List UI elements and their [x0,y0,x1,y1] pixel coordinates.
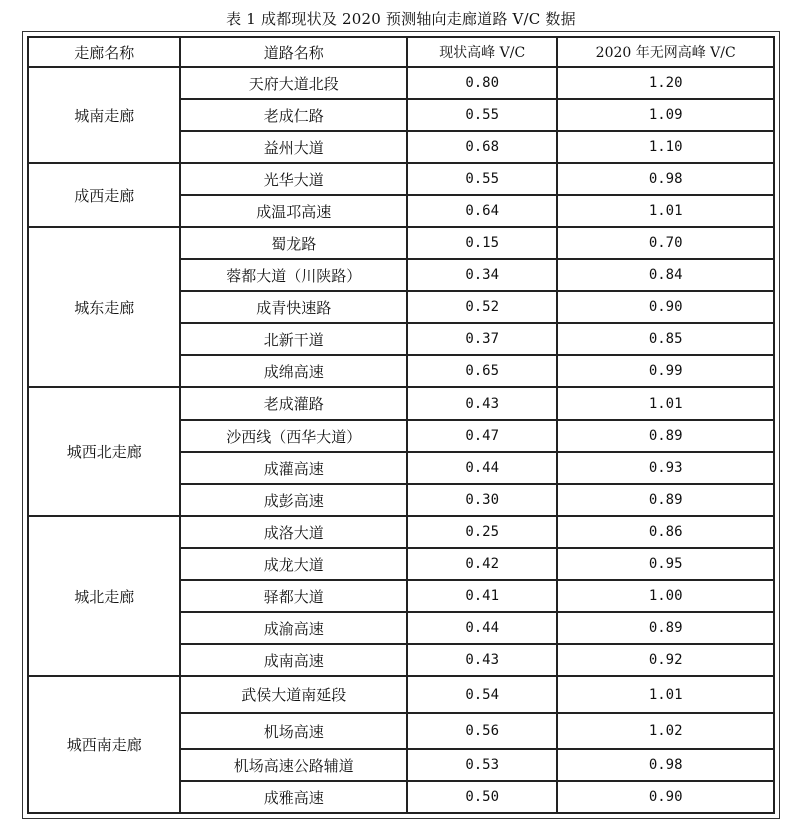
current-vc-cell: 0.54 [407,676,557,713]
current-vc-cell: 0.68 [407,131,557,163]
forecast-vc-cell: 0.89 [557,420,774,452]
current-vc-cell: 0.30 [407,484,557,516]
road-name-cell: 成温邛高速 [180,195,407,227]
vc-table [27,36,775,814]
forecast-vc-cell: 0.93 [557,452,774,484]
current-vc-cell: 0.43 [407,644,557,676]
forecast-vc-cell: 1.00 [557,580,774,612]
forecast-vc-cell: 1.20 [557,67,774,99]
road-name-cell: 成绵高速 [180,355,407,387]
forecast-vc-cell: 0.70 [557,227,774,259]
table-frame [22,31,780,819]
current-vc-cell: 0.44 [407,612,557,644]
forecast-vc-cell: 0.92 [557,644,774,676]
header-corridor: 走廊名称 [28,37,180,67]
current-vc-cell: 0.80 [407,67,557,99]
table-row [28,516,774,548]
road-name-cell: 武侯大道南延段 [180,676,407,713]
table-row [28,67,774,99]
forecast-vc-cell: 0.89 [557,484,774,516]
road-name-cell: 沙西线（西华大道） [180,420,407,452]
table-row [28,676,774,713]
forecast-vc-cell: 0.98 [557,749,774,781]
table-row [28,227,774,259]
current-vc-cell: 0.53 [407,749,557,781]
header-row [28,37,774,67]
road-name-cell: 蓉都大道（川陕路） [180,259,407,291]
forecast-vc-cell: 0.84 [557,259,774,291]
road-name-cell: 成龙大道 [180,548,407,580]
forecast-vc-cell: 1.02 [557,713,774,749]
forecast-vc-cell: 0.86 [557,516,774,548]
road-name-cell: 成灌高速 [180,452,407,484]
corridor-name-cell: 城东走廊 [28,227,180,387]
road-name-cell: 老成仁路 [180,99,407,131]
forecast-vc-cell: 1.01 [557,387,774,420]
current-vc-cell: 0.56 [407,713,557,749]
forecast-vc-cell: 1.09 [557,99,774,131]
corridor-name-cell: 城北走廊 [28,516,180,676]
forecast-vc-cell: 0.90 [557,291,774,323]
road-name-cell: 成洛大道 [180,516,407,548]
road-name-cell: 成彭高速 [180,484,407,516]
road-name-cell: 北新干道 [180,323,407,355]
road-name-cell: 蜀龙路 [180,227,407,259]
forecast-vc-cell: 1.10 [557,131,774,163]
current-vc-cell: 0.43 [407,387,557,420]
forecast-vc-cell: 0.98 [557,163,774,195]
road-name-cell: 光华大道 [180,163,407,195]
header-current-vc: 现状高峰 V/C [407,37,557,67]
current-vc-cell: 0.64 [407,195,557,227]
forecast-vc-cell: 0.85 [557,323,774,355]
current-vc-cell: 0.37 [407,323,557,355]
forecast-vc-cell: 0.89 [557,612,774,644]
current-vc-cell: 0.42 [407,548,557,580]
corridor-name-cell: 城南走廊 [28,67,180,163]
table-row [28,163,774,195]
road-name-cell: 益州大道 [180,131,407,163]
current-vc-cell: 0.34 [407,259,557,291]
current-vc-cell: 0.55 [407,99,557,131]
current-vc-cell: 0.55 [407,163,557,195]
current-vc-cell: 0.65 [407,355,557,387]
forecast-vc-cell: 0.95 [557,548,774,580]
current-vc-cell: 0.25 [407,516,557,548]
road-name-cell: 机场高速 [180,713,407,749]
road-name-cell: 成雅高速 [180,781,407,813]
forecast-vc-cell: 1.01 [557,195,774,227]
current-vc-cell: 0.41 [407,580,557,612]
road-name-cell: 成渝高速 [180,612,407,644]
current-vc-cell: 0.15 [407,227,557,259]
corridor-name-cell: 城西南走廊 [28,676,180,813]
table-caption: 表 1 成都现状及 2020 预测轴向走廊道路 V/C 数据 [226,10,576,28]
road-name-cell: 成青快速路 [180,291,407,323]
road-name-cell: 驿都大道 [180,580,407,612]
forecast-vc-cell: 0.90 [557,781,774,813]
forecast-vc-cell: 0.99 [557,355,774,387]
header-road: 道路名称 [180,37,407,67]
current-vc-cell: 0.44 [407,452,557,484]
road-name-cell: 成南高速 [180,644,407,676]
road-name-cell: 机场高速公路辅道 [180,749,407,781]
current-vc-cell: 0.52 [407,291,557,323]
road-name-cell: 老成灌路 [180,387,407,420]
table-row [28,387,774,420]
current-vc-cell: 0.50 [407,781,557,813]
corridor-name-cell: 成西走廊 [28,163,180,227]
forecast-vc-cell: 1.01 [557,676,774,713]
table-body [28,67,774,813]
road-name-cell: 天府大道北段 [180,67,407,99]
corridor-name-cell: 城西北走廊 [28,387,180,516]
current-vc-cell: 0.47 [407,420,557,452]
header-forecast-vc: 2020 年无网高峰 V/C [557,37,774,67]
